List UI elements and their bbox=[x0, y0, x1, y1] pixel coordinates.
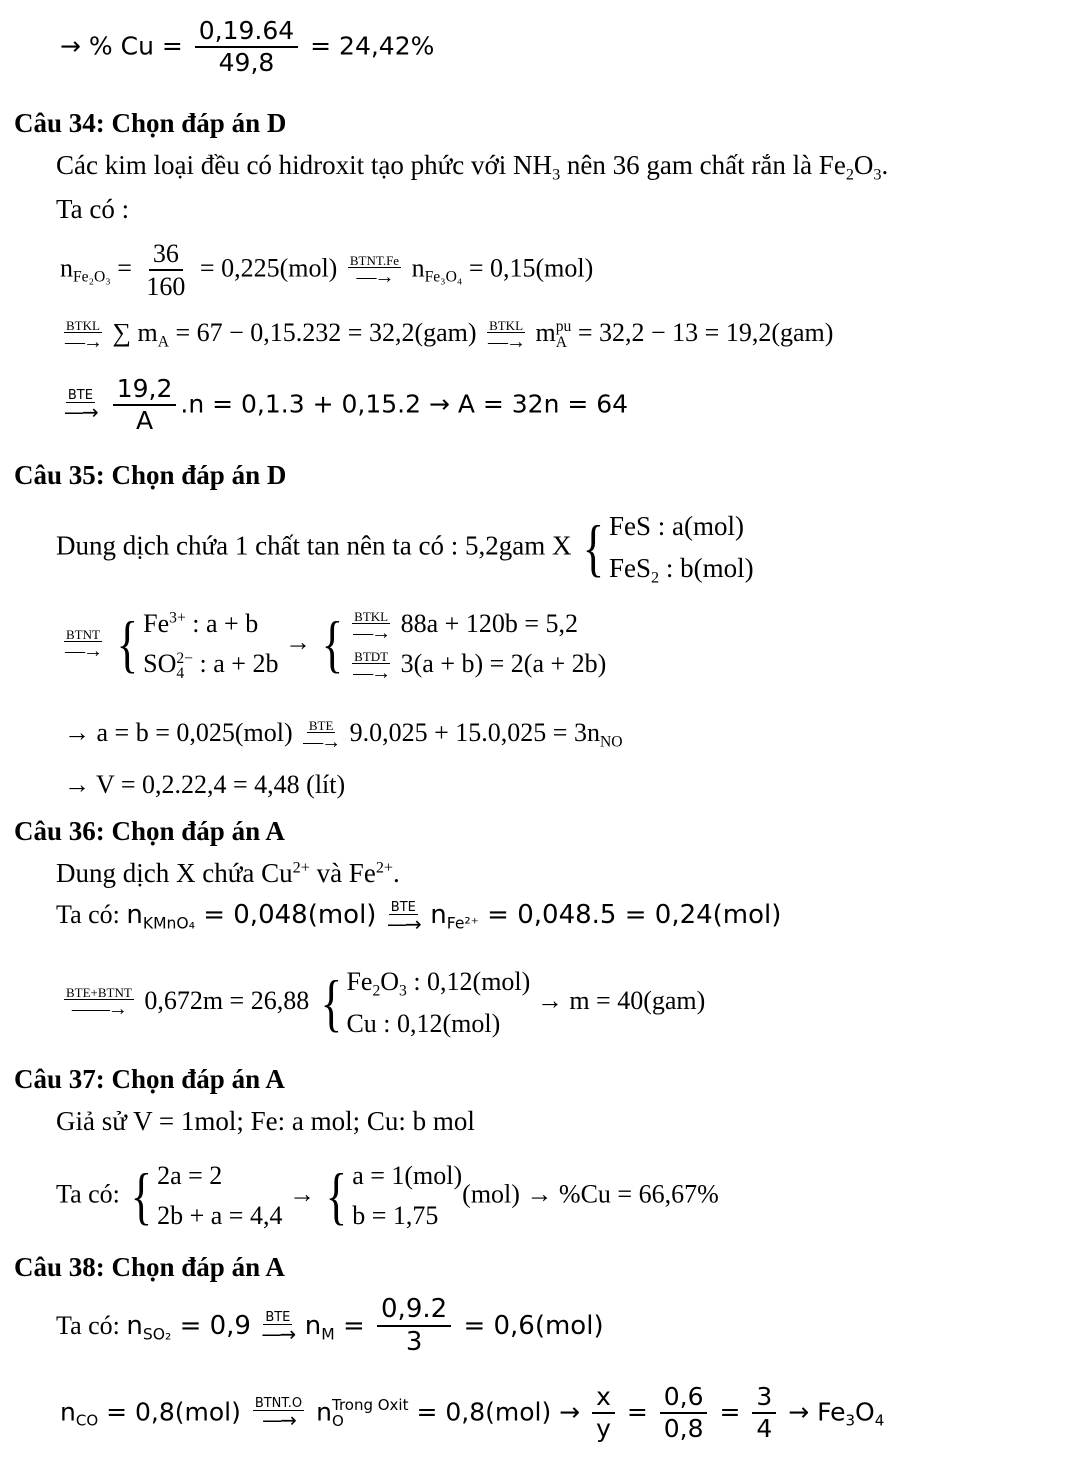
symbol: n bbox=[411, 253, 425, 283]
superscript: 2+ bbox=[375, 858, 394, 877]
subscript: Fe²⁺ bbox=[446, 914, 479, 933]
equation-text: = 24,42% bbox=[310, 31, 435, 61]
brace-row: FeS : a(mol) bbox=[608, 511, 744, 541]
fraction-numerator: 36 bbox=[149, 240, 183, 271]
value: = 0,048(mol) bbox=[203, 900, 377, 930]
brace-row: BTDT —→ 3(a + b) = 2(a + 2b) bbox=[353, 648, 607, 684]
arrow: → bbox=[288, 1179, 315, 1209]
fraction-numerator: x bbox=[592, 1384, 615, 1414]
arrow-label: BTE bbox=[265, 1310, 291, 1326]
value: = 0,8(mol) → bbox=[416, 1397, 581, 1427]
equals: = bbox=[117, 253, 132, 283]
arrow-label: BTNT.O bbox=[254, 1395, 303, 1411]
system-brace: { BTKL —→ 88a + 120b = 5,2 BTDT —→ 3(a + b) = 2(a + 2b) bbox=[317, 604, 606, 685]
text: Dung dịch chứa 1 chất tan nên ta có : bbox=[56, 530, 459, 561]
reaction-arrow: BTE+BTNT ——→ bbox=[66, 985, 132, 1021]
text: Fe bbox=[346, 967, 373, 996]
text: Ta có: bbox=[56, 900, 120, 929]
brace-row bbox=[143, 644, 278, 684]
arrow-label: BTE bbox=[67, 387, 93, 403]
subscript: Fe₂O₃ bbox=[73, 268, 111, 286]
system-brace: { a = 1(mol) b = 1,75 bbox=[321, 1156, 462, 1237]
symbol: n bbox=[316, 1397, 332, 1427]
value: = 0,225(mol) bbox=[199, 253, 338, 283]
fraction bbox=[752, 1384, 776, 1443]
superscript: 2− bbox=[176, 649, 194, 667]
q34-ta-co: Ta có : bbox=[56, 194, 130, 224]
equals: = bbox=[342, 1310, 365, 1341]
brace-row bbox=[609, 548, 754, 591]
fraction-denominator: 0,8 bbox=[663, 1414, 704, 1444]
subscript: A bbox=[555, 334, 568, 352]
text: Các kim loại đều có hidroxit tạo phức với NH bbox=[56, 150, 553, 180]
text: O bbox=[853, 150, 874, 180]
reaction-arrow: BTNT.O —→ bbox=[254, 1395, 303, 1432]
brace-row bbox=[143, 604, 278, 644]
superscript: 2+ bbox=[292, 858, 310, 877]
text: SO bbox=[143, 649, 177, 679]
brace-row: b = 1,75 bbox=[352, 1201, 439, 1231]
question-38-heading: Câu 38: Chọn đáp án A bbox=[14, 1252, 285, 1282]
system-brace: { $Fe_2O_3$ : 0,12(mol) Cu : 0,12(mol) bbox=[316, 962, 531, 1044]
arrow: → bbox=[284, 627, 311, 657]
subscript: SO₂ bbox=[142, 1325, 172, 1344]
arrow-label: BTKL bbox=[489, 317, 524, 333]
equals: = bbox=[626, 1397, 648, 1427]
subscript: 3 bbox=[873, 165, 882, 184]
symbol: n bbox=[430, 900, 447, 930]
text: → m = 40(gam) bbox=[536, 985, 706, 1015]
reaction-arrow: BTE —→ bbox=[64, 387, 97, 424]
fraction-denominator: A bbox=[136, 406, 154, 436]
text: Fe bbox=[143, 609, 170, 638]
superscript: Trong Oxit bbox=[331, 1395, 409, 1414]
value: = 32,2 − 13 = 19,2(gam) bbox=[577, 318, 834, 347]
text: FeS bbox=[608, 552, 651, 583]
fraction-denominator: 3 bbox=[405, 1327, 423, 1358]
q36-line-2 bbox=[56, 900, 781, 934]
value: = 0,9 bbox=[179, 1310, 251, 1341]
q34-equation-3 bbox=[60, 376, 628, 435]
text: Ta có: bbox=[56, 1310, 120, 1340]
equals: = bbox=[719, 1397, 741, 1427]
reaction-arrow: BTE —→ bbox=[261, 1310, 295, 1347]
brace-row: 2a = 2 bbox=[157, 1161, 223, 1190]
subscript: 3 bbox=[845, 1411, 856, 1430]
arrow-label: BTE+BTNT bbox=[66, 985, 132, 1001]
subscript: 3 bbox=[552, 165, 561, 184]
q38-line-1 bbox=[56, 1296, 604, 1357]
subscript: M bbox=[321, 1325, 335, 1344]
subscript: 4 bbox=[874, 1411, 885, 1430]
subscript: O bbox=[331, 1412, 344, 1431]
arrow-label: BTNT bbox=[66, 626, 100, 642]
subscript: KMnO₄ bbox=[142, 914, 195, 933]
text: (mol) → %Cu = 66,67% bbox=[462, 1179, 719, 1209]
brace-row: 2b + a = 4,4 bbox=[157, 1201, 283, 1231]
arrow-label: BTE bbox=[308, 717, 334, 733]
fraction-numerator: 0,19.64 bbox=[195, 18, 298, 48]
symbol: m bbox=[535, 318, 556, 347]
value: = 67 − 0,15.232 = 32,2(gam) bbox=[175, 318, 477, 347]
value: = 0,6(mol) bbox=[463, 1310, 604, 1341]
symbol: n bbox=[304, 1310, 322, 1341]
question-36-heading: Câu 36: Chọn đáp án A bbox=[14, 816, 285, 846]
q35-line-4: → V = 0,2.22,4 = 4,48 (lít) bbox=[64, 770, 346, 799]
superscript: pu bbox=[555, 318, 572, 336]
fraction-numerator: 3 bbox=[752, 1384, 776, 1414]
system-brace: { FeS : a(mol) FeS$_2$ : b(mol) bbox=[578, 506, 753, 591]
q35-system bbox=[60, 604, 606, 685]
subscript: 2 bbox=[845, 165, 854, 184]
fraction-denominator: 4 bbox=[756, 1414, 773, 1444]
fraction-denominator: y bbox=[596, 1414, 611, 1444]
value: = 0,15(mol) bbox=[468, 253, 594, 283]
fraction bbox=[113, 376, 177, 435]
fraction bbox=[592, 1384, 615, 1443]
text: : 0,12(mol) bbox=[406, 967, 531, 996]
text: . bbox=[393, 858, 400, 888]
value: 5,2gam X bbox=[465, 530, 572, 561]
text: 3(a + b) = 2(a + 2b) bbox=[400, 649, 607, 679]
superscript: 3+ bbox=[169, 609, 186, 627]
text: → a = b = 0,025(mol) bbox=[64, 718, 293, 747]
fraction-numerator: 0,9.2 bbox=[377, 1296, 451, 1327]
subscript: 2 bbox=[650, 568, 660, 587]
value: = 0,048.5 = 0,24(mol) bbox=[487, 900, 782, 930]
text: Ta có: bbox=[56, 1179, 120, 1209]
arrow-label: BTE bbox=[390, 899, 416, 915]
text: O bbox=[855, 1397, 875, 1427]
text: : a + b bbox=[185, 609, 259, 638]
q36-line-3 bbox=[60, 962, 705, 1044]
fraction-numerator: 0,6 bbox=[660, 1384, 708, 1414]
fraction bbox=[660, 1384, 708, 1443]
question-34-heading: Câu 34: Chọn đáp án D bbox=[14, 108, 287, 138]
text: Dung dịch X chứa Cu bbox=[56, 858, 293, 888]
q34-explanation bbox=[56, 150, 888, 185]
reaction-arrow: BTNT.Fe —→ bbox=[349, 252, 400, 288]
q34-equation-1 bbox=[60, 240, 593, 301]
reaction-arrow: BTKL —→ bbox=[488, 317, 525, 353]
text: và Fe bbox=[309, 858, 376, 888]
q37-line-1: Giả sử V = 1mol; Fe: a mol; Cu: b mol bbox=[56, 1106, 475, 1136]
cu-percent-equation bbox=[60, 18, 434, 77]
arrow: → bbox=[60, 31, 81, 61]
text: 9.0,025 + 15.0,025 = 3n bbox=[349, 718, 600, 747]
text: nên 36 gam chất rắn là Fe bbox=[560, 150, 846, 180]
subscript: 3 bbox=[399, 982, 407, 1000]
arrow-label: BTKL bbox=[66, 317, 100, 333]
sum-symbol: ∑ m bbox=[112, 318, 158, 347]
text: . bbox=[881, 150, 889, 180]
subscript: Fe₃O₄ bbox=[424, 268, 463, 286]
fraction bbox=[142, 240, 189, 301]
text: O bbox=[380, 967, 400, 996]
subscript: CO bbox=[75, 1411, 99, 1430]
arrow-label: BTKL bbox=[354, 608, 389, 624]
value: .n = 0,1.3 + 0,15.2 → A = 32n = 64 bbox=[180, 389, 629, 419]
value: = 0,8(mol) bbox=[106, 1397, 241, 1427]
equation-text: % Cu = bbox=[88, 31, 183, 61]
reaction-arrow: BTNT —→ bbox=[64, 626, 101, 662]
symbol: n bbox=[126, 1310, 143, 1341]
q35-line-3 bbox=[64, 718, 623, 752]
reaction-arrow: BTKL —→ bbox=[64, 317, 101, 353]
text: 0,672m = 26,88 bbox=[144, 985, 310, 1015]
subscript: A bbox=[157, 333, 169, 351]
subscript: 2 bbox=[372, 982, 381, 1000]
text: → Fe bbox=[788, 1397, 846, 1427]
brace-row: a = 1(mol) bbox=[352, 1161, 463, 1190]
q34-equation-2 bbox=[60, 318, 833, 352]
fraction bbox=[195, 18, 298, 77]
question-37-heading: Câu 37: Chọn đáp án A bbox=[14, 1064, 285, 1094]
subscript: 4 bbox=[176, 665, 185, 683]
reaction-arrow: BTE —→ bbox=[303, 717, 340, 753]
symbol: n bbox=[60, 253, 73, 283]
system-brace: { 2a = 2 2b + a = 4,4 bbox=[126, 1156, 282, 1237]
q38-line-2 bbox=[60, 1384, 884, 1443]
text: : b(mol) bbox=[659, 552, 754, 583]
brace-row: BTKL —→ 88a + 120b = 5,2 bbox=[353, 608, 578, 644]
fraction-denominator: 160 bbox=[146, 272, 186, 302]
q37-line-2 bbox=[56, 1156, 719, 1237]
reaction-arrow: BTE —→ bbox=[386, 899, 420, 936]
text: : a + 2b bbox=[193, 649, 279, 679]
arrow-label: BTNT.Fe bbox=[349, 252, 400, 268]
text: 88a + 120b = 5,2 bbox=[400, 609, 578, 638]
arrow-label: BTDT bbox=[354, 648, 389, 664]
fraction-denominator: 49,8 bbox=[218, 48, 275, 78]
q35-line-1 bbox=[56, 506, 754, 591]
question-35-heading: Câu 35: Chọn đáp án D bbox=[14, 460, 287, 490]
symbol: n bbox=[126, 900, 143, 930]
q36-line-1 bbox=[56, 858, 400, 889]
fraction bbox=[377, 1296, 451, 1357]
brace-row: Cu : 0,12(mol) bbox=[346, 1008, 501, 1038]
symbol: n bbox=[60, 1397, 76, 1427]
subscript: NO bbox=[599, 733, 623, 751]
fraction-numerator: 19,2 bbox=[113, 376, 177, 406]
brace-row bbox=[346, 962, 530, 1004]
system-brace: { $Fe^{3+}$ : a + b SO 2− 4 : a + 2b bbox=[112, 604, 278, 685]
